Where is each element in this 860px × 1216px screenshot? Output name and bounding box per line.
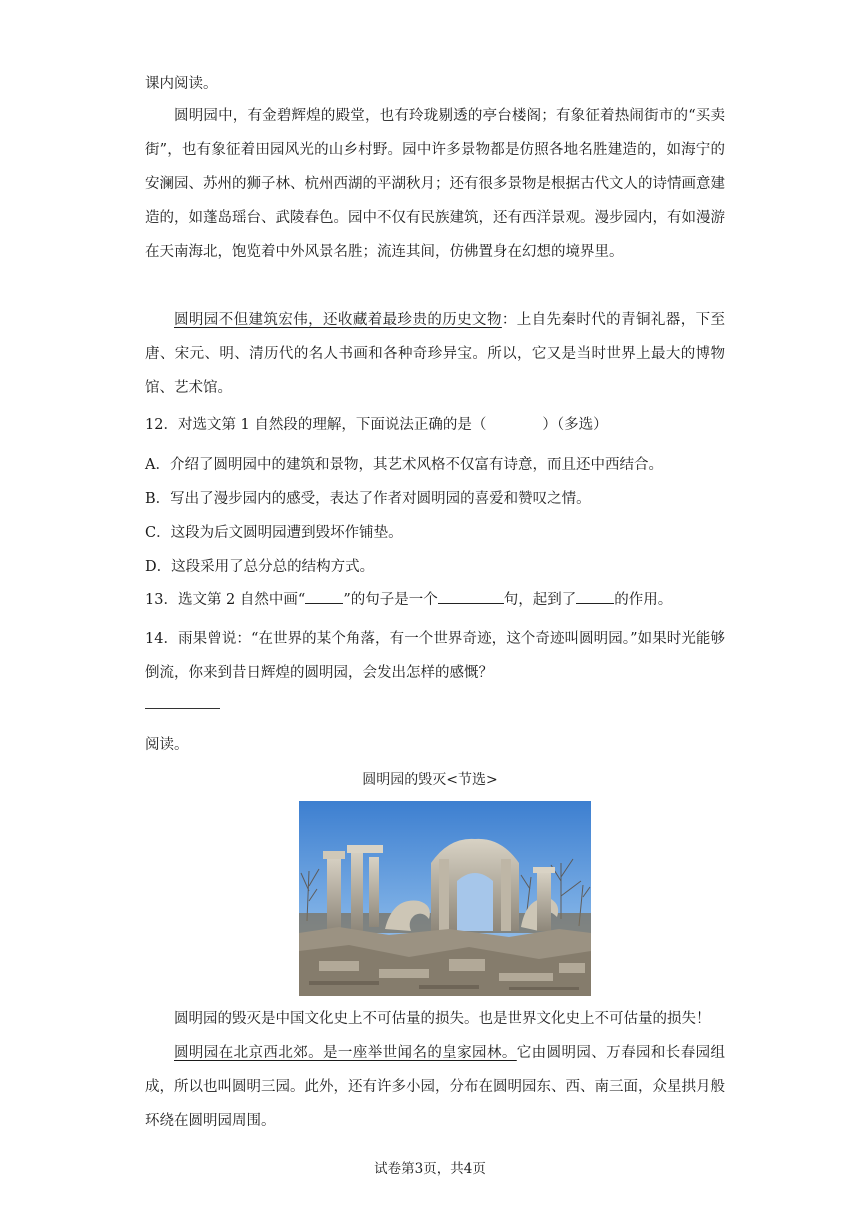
question-13-text-4: 的作用。 [614,592,673,608]
ruins-photo [299,801,591,996]
question-13 [145,583,725,617]
ruins-image [299,801,591,996]
question-13-text-3: 句，起到了 [503,592,577,608]
passage2-paragraph-1: 圆明园的毁灭是中国文化史上不可估量的损失。也是世界文化史上不可估量的损失！ [174,1011,711,1027]
passage1-paragraph-1: 圆明园中，有金碧辉煌的殿堂，也有玲珑剔透的亭台楼阁；有象征着热闹街市的“买卖街”，也有象征着田园风光的山乡村野。园中许多景物都是仿照各地名胜建造的，如海宁的安澜园、苏州的狮子林、杭州西湖的平湖秋月；还有很多景物是根据古代文人的诗情画意建造的，如蓬岛瑶台、武陵春色。园中不仅有民族建筑，还有西洋景观。漫步园内，有如漫游在天南海北，饱览着中外风景名胜；流连其间，仿佛置身在幻想的境界里。 [145,108,725,260]
question-13-blank-1[interactable] [305,587,343,604]
passage1-paragraph-2-rest: ：上自先秦时代的青铜礼器，下至唐、宋元、明、清历代的名人书画和各种奇珍异宝。所以，它又是当时世界上最大的博物馆、艺术馆。 [145,312,725,396]
question-14: 14．雨果曾说：“在世界的某个角落，有一个世界奇迹，这个奇迹叫圆明园。”如果时光能够倒流，你来到昔日辉煌的圆明园，会发出怎样的感慨？ [145,631,725,681]
question-13-blank-2[interactable] [438,587,504,604]
question-12-option-d: D．这段采用了总分总的结构方式。 [145,559,375,575]
passage2-paragraph-2-rest: 它由圆明园、万春园和长春园组成，所以也叫圆明三园。此外，还有许多小园，分布在圆明园东、西、南三面，众星拱月般环绕在圆明园周围。 [145,1045,726,1129]
question-12-option-c: C．这段为后文圆明园遭到毁坏作铺垫。 [145,525,403,541]
passage2-paragraph-2 [145,1036,725,1138]
question-13-text-2: ”的句子是一个 [343,592,438,608]
page-footer: 试卷第3页，共4页 [374,1161,486,1177]
question-12-stem-text: 12．对选文第 1 自然段的理解，下面说法正确的是（ [145,417,487,433]
question-12-stem-suffix: ）（多选） [542,417,608,433]
question-13-blank-3[interactable] [576,587,614,604]
underlined-sentence: 圆明园不但建筑宏伟，还收藏着最珍贵的历史文物 [174,312,502,328]
question-12-option-a: A．介绍了圆明园中的建筑和景物，其艺术风格不仅富有诗意，而且还中西结合。 [145,457,663,473]
passage2-title: 圆明园的毁灭<节选> [362,772,498,788]
question-13-text-1: 13．选文第 2 自然中画“ [145,592,306,608]
section-heading-reading: 阅读。 [145,737,189,753]
underlined-sentence-2: 圆明园在北京西北郊。是一座举世闻名的皇家园林。 [174,1045,517,1061]
passage1-paragraph-2 [145,303,725,405]
question-12-option-b: B．写出了漫步园内的感受，表达了作者对圆明园的喜爱和赞叹之情。 [145,491,591,507]
section-heading-in-class-reading: 课内阅读。 [145,76,218,92]
question-12-stem [145,408,725,442]
answer-line[interactable] [145,708,220,709]
